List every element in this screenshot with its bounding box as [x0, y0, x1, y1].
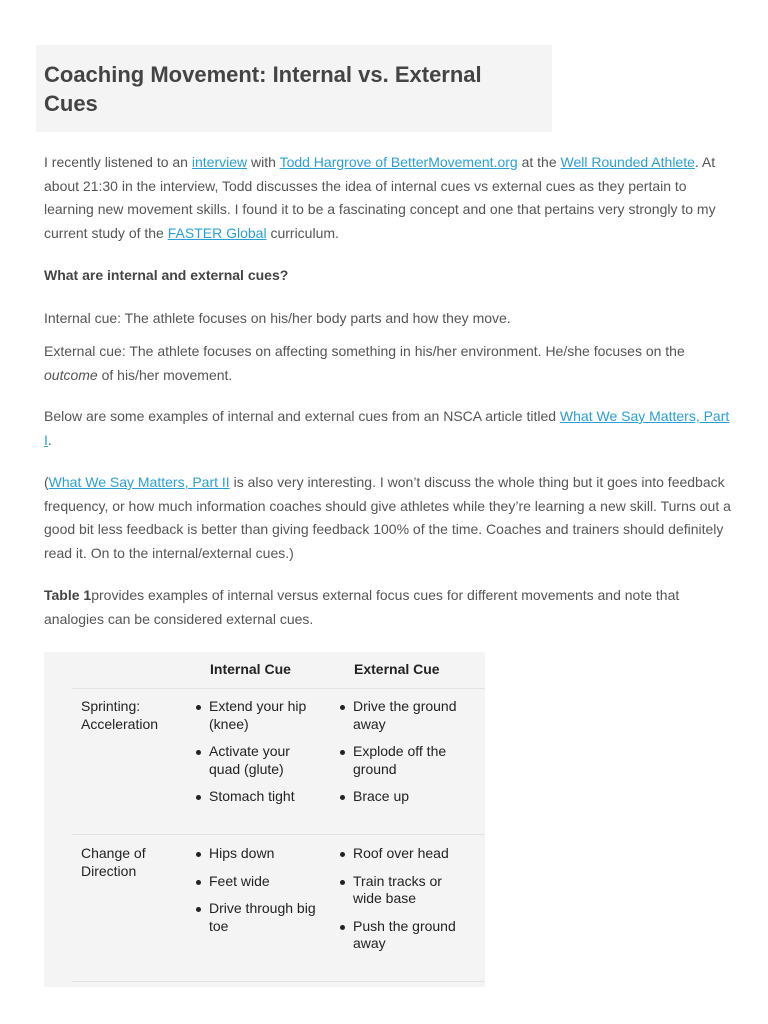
page-title: Coaching Movement: Internal vs. External Cues [44, 62, 482, 116]
list-item: Explode off the ground [338, 743, 466, 778]
list-item: Activate your quad (glute) [194, 743, 322, 778]
section-heading: What are internal and external cues? [44, 267, 289, 283]
faster-global-link[interactable]: FASTER Global [167, 224, 267, 241]
list-item: Hips down [194, 845, 322, 863]
title-box [36, 45, 552, 132]
todd-hargrove-link[interactable]: Todd Hargrove of BetterMovement.org [279, 154, 518, 170]
list-item: Drive through big toe [194, 900, 322, 935]
part2-paragraph: (What We Say Matters, Part II is also very interesting. I won’t discuss the whole thing but it goes into feedback frequency, or how much information coaches should give athletes while they’re learning a new skill. Turns out a good bit less feedback is better than giving feedback 100% of the time. Coaches and trainers should definitely read it. On to the internal/external cues.) [44, 474, 731, 561]
table-intro-paragraph: Table 1provides examples of internal versus external focus cues for different movements and note that analogies can be considered external cues. [44, 587, 680, 627]
list-item: Extend your hip (knee) [194, 698, 322, 733]
external-cue-list [338, 845, 466, 963]
row-divider [72, 834, 485, 835]
well-rounded-athlete-link[interactable]: Well Rounded Athlete [560, 154, 695, 170]
row-divider [72, 688, 485, 689]
internal-cue-list [194, 845, 322, 945]
list-item: Feet wide [194, 873, 322, 891]
what-we-say-matters-part-1-link[interactable]: What We Say Matters, Part I [44, 408, 730, 448]
movement-label: Sprinting: Acceleration [81, 698, 159, 732]
row-divider [72, 981, 485, 982]
what-we-say-matters-part-2-link[interactable]: What We Say Matters, Part II [48, 474, 230, 490]
list-item: Train tracks or wide base [338, 873, 466, 908]
intro-paragraph: I recently listened to an interview with Todd Hargrove of BetterMovement.org at the Well Rounded Athlete. At about 21:30 in the interview, Todd discusses the idea of internal cues vs external cues as they pertain to learning new movement skills. I found it to be a fascinating concept and one that pertains very strongly to my current study of the FASTER Global curriculum. [44, 154, 716, 241]
external-cue-definition: External cue: The athlete focuses on affecting something in his/her environment. He/she focuses on the outcome of his/her movement. [44, 343, 685, 383]
movement-label: Change of Direction [81, 845, 146, 879]
cues-table [44, 652, 485, 987]
list-item: Roof over head [338, 845, 466, 863]
list-item: Stomach tight [194, 788, 322, 806]
examples-paragraph: Below are some examples of internal and external cues from an NSCA article titled What We Say Matters, Part I. [44, 408, 730, 448]
list-item: Push the ground away [338, 918, 466, 953]
external-cue-header: External Cue [354, 661, 440, 677]
list-item: Drive the ground away [338, 698, 466, 733]
external-cue-list [338, 698, 466, 816]
interview-link[interactable]: interview [191, 154, 248, 170]
internal-cue-header: Internal Cue [210, 661, 291, 677]
internal-cue-list [194, 698, 322, 816]
internal-cue-definition: Internal cue: The athlete focuses on his/her body parts and how they move. [44, 310, 511, 326]
list-item: Brace up [338, 788, 466, 806]
